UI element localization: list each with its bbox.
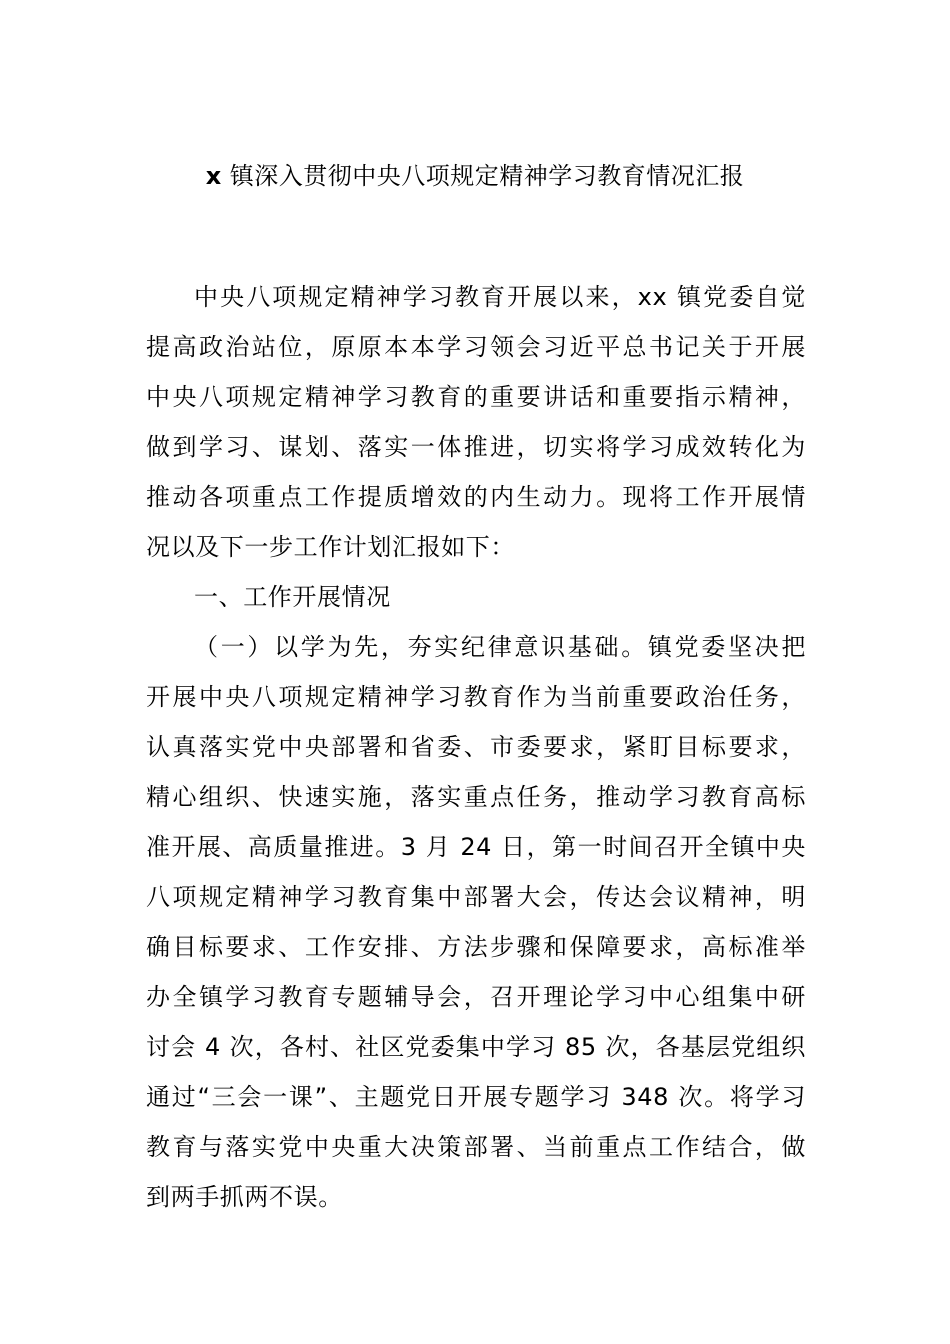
paragraph-line: （一）以学为先，夯实纪律意识基础。镇党委坚决把 [194, 633, 806, 661]
intro-line: 况以及下一步工作计划汇报如下： [146, 533, 515, 561]
document-title [0, 158, 950, 194]
paragraph-line: 认真落实党中央部署和省委、市委要求，紧盯目标要求， [146, 733, 806, 761]
title-lead: x [205, 162, 222, 190]
paragraph-line: 办全镇学习教育专题辅导会，召开理论学习中心组集中研 [146, 983, 806, 1011]
paragraph-line: 开展中央八项规定精神学习教育作为当前重要政治任务， [146, 683, 806, 711]
paragraph-line: 准开展、高质量推进。3 月 24 日，第一时间召开全镇中央 [146, 833, 806, 861]
paragraph-line: 精心组织、快速实施，落实重点任务，推动学习教育高标 [146, 783, 806, 811]
paragraph-line: 到两手抓两不误。 [146, 1183, 343, 1211]
intro-line: 中央八项规定精神学习教育开展以来，xx 镇党委自觉 [194, 283, 806, 311]
paragraph-line: 讨会 4 次，各村、社区党委集中学习 85 次，各基层党组织 [146, 1033, 806, 1061]
title-text: 镇深入贯彻中央八项规定精神学习教育情况汇报 [221, 162, 745, 190]
document-body [146, 272, 806, 1222]
paragraph-line: 确目标要求、工作安排、方法步骤和保障要求，高标准举 [146, 933, 806, 961]
intro-line: 提高政治站位，原原本本学习领会习近平总书记关于开展 [146, 333, 806, 361]
paragraph-line: 八项规定精神学习教育集中部署大会，传达会议精神，明 [146, 883, 806, 911]
paragraph-line: 通过“三会一课”、主题党日开展专题学习 348 次。将学习 [146, 1083, 806, 1111]
paragraph-line: 教育与落实党中央重大决策部署、当前重点工作结合，做 [146, 1133, 806, 1161]
intro-line: 推动各项重点工作提质增效的内生动力。现将工作开展情 [146, 483, 806, 511]
intro-line: 中央八项规定精神学习教育的重要讲话和重要指示精神， [146, 383, 806, 411]
intro-line: 做到学习、谋划、落实一体推进，切实将学习成效转化为 [146, 433, 806, 461]
section-heading: 一、工作开展情况 [194, 583, 391, 611]
